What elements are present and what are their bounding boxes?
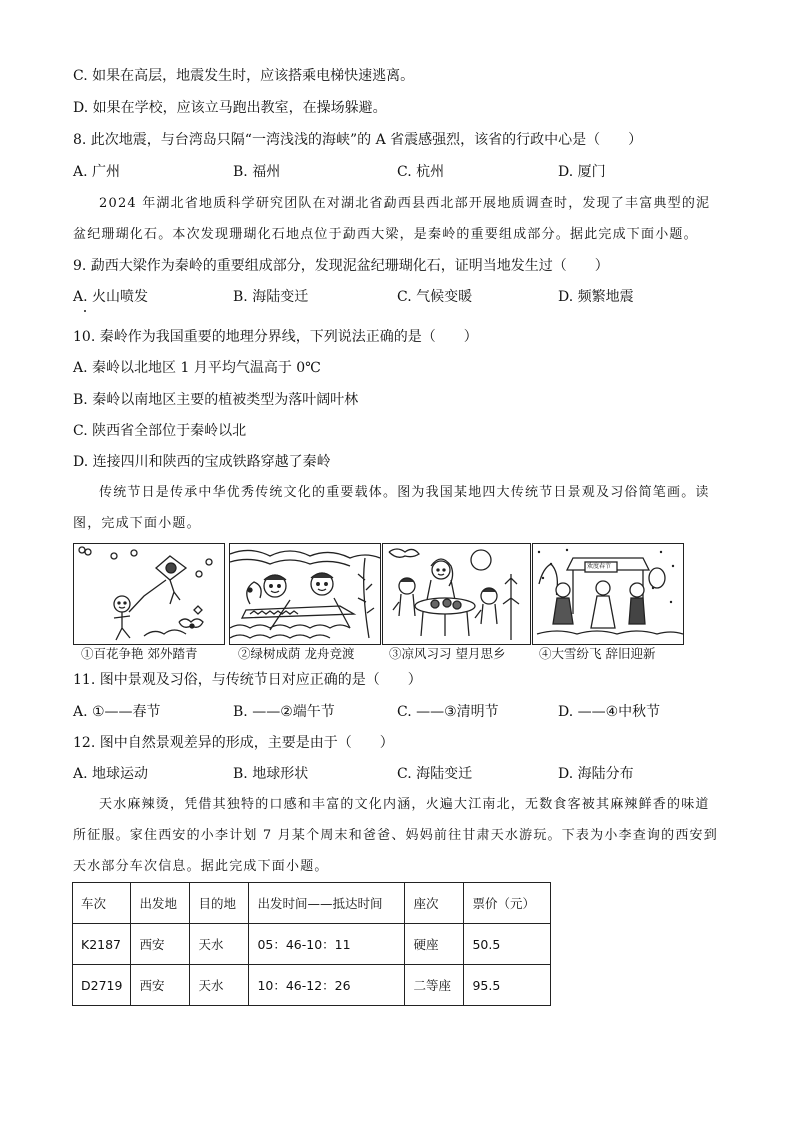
q8-option-a: A. 广州 bbox=[73, 164, 121, 180]
header-departure: 出发地 bbox=[131, 883, 190, 924]
q12-option-a: A. 地球运动 bbox=[73, 766, 149, 782]
tianshui-passage-text: 天水麻辣烫，凭借其独特的口感和丰富的文化内涵，火遍大江南北，无数食客被其麻辣鲜香的味道所征服。家住西安的小李计划 7 月某个周末和爸爸、妈妈前往甘肃天水游玩。下表为小李查询的西安到天水部分车次信息。据此完成下面小题。 bbox=[73, 797, 718, 874]
q10-option-c: C. 陕西省全部位于秦岭以北 bbox=[73, 423, 247, 439]
cell-seat: 二等座 bbox=[405, 965, 464, 1006]
q12-option-c: C. 海陆变迁 bbox=[397, 766, 473, 782]
cell-train-no: K2187 bbox=[73, 924, 131, 965]
cell-train-no: D2719 bbox=[73, 965, 131, 1006]
q9-option-d: D. 频繁地震 bbox=[558, 289, 634, 305]
q8-option-c: C. 杭州 bbox=[397, 164, 445, 180]
cell-price: 95.5 bbox=[464, 965, 551, 1006]
festival-pictures bbox=[73, 543, 685, 646]
picture-caption-4: ④大雪纷飞 辞旧迎新 bbox=[539, 646, 656, 661]
spring-outing-picture bbox=[73, 543, 225, 645]
q11-option-c: C. ——③清明节 bbox=[397, 704, 499, 720]
q8-option-d: D. 厦门 bbox=[558, 164, 606, 180]
cell-departure: 西安 bbox=[131, 965, 190, 1006]
header-destination: 目的地 bbox=[190, 883, 249, 924]
q11-option-b: B. ——②端午节 bbox=[233, 704, 335, 720]
question-10: 10. 秦岭作为我国重要的地理分界线，下列说法正确的是（ ） bbox=[73, 329, 478, 345]
snowy-new-year-picture bbox=[532, 543, 684, 645]
cell-departure: 西安 bbox=[131, 924, 190, 965]
cell-price: 50.5 bbox=[464, 924, 551, 965]
question-11: 11. 图中景观及习俗，与传统节日对应正确的是（ ） bbox=[73, 672, 422, 688]
header-times: 出发时间——抵达时间 bbox=[249, 883, 405, 924]
picture-caption-2: ②绿树成荫 龙舟竞渡 bbox=[238, 646, 355, 661]
q10-option-d: D. 连接四川和陕西的宝成铁路穿越了秦岭 bbox=[73, 454, 331, 470]
table-row bbox=[73, 924, 551, 965]
q10-option-a: A. 秦岭以北地区 1 月平均气温高于 0℃ bbox=[73, 360, 321, 376]
cell-destination: 天水 bbox=[190, 965, 249, 1006]
header-seat: 座次 bbox=[405, 883, 464, 924]
speck-mark bbox=[84, 310, 86, 312]
picture-caption-3: ③凉风习习 望月思乡 bbox=[389, 646, 506, 661]
table-header-row bbox=[73, 883, 551, 924]
q10-option-b: B. 秦岭以南地区主要的植被类型为落叶阔叶林 bbox=[73, 392, 359, 408]
q11-option-a: A. ①——春节 bbox=[73, 704, 161, 720]
cell-times: 05：46-10：11 bbox=[249, 924, 405, 965]
cell-destination: 天水 bbox=[190, 924, 249, 965]
header-train-no: 车次 bbox=[73, 883, 131, 924]
q12-option-d: D. 海陆分布 bbox=[558, 766, 634, 782]
table-row bbox=[73, 965, 551, 1006]
picture-caption-1: ①百花争艳 郊外踏青 bbox=[81, 646, 198, 661]
q7-option-c: C. 如果在高层，地震发生时，应该搭乘电梯快速逃离。 bbox=[73, 68, 415, 84]
question-8: 8. 此次地震，与台湾岛只隔“一湾浅浅的海峡”的 A 省震感强烈，该省的行政中心是（ ） bbox=[73, 132, 643, 148]
q12-option-b: B. 地球形状 bbox=[233, 766, 309, 782]
q11-option-d: D. ——④中秋节 bbox=[558, 704, 661, 720]
train-schedule-table bbox=[72, 882, 551, 1006]
q9-option-a: A. 火山喷发 bbox=[73, 289, 149, 305]
fossil-passage bbox=[73, 188, 721, 250]
kite-icon bbox=[74, 544, 224, 644]
dragon-boat-icon bbox=[230, 544, 380, 644]
q9-option-c: C. 气候变暖 bbox=[397, 289, 473, 305]
cell-times: 10：46-12：26 bbox=[249, 965, 405, 1006]
q9-option-b: B. 海陆变迁 bbox=[233, 289, 309, 305]
header-price: 票价（元） bbox=[464, 883, 551, 924]
cell-seat: 硬座 bbox=[405, 924, 464, 965]
question-9: 9. 勐西大梁作为秦岭的重要组成部分，发现泥盆纪珊瑚化石，证明当地发生过（ ） bbox=[73, 258, 609, 274]
tianshui-passage bbox=[73, 789, 721, 882]
q8-option-b: B. 福州 bbox=[233, 164, 281, 180]
q7-option-d: D. 如果在学校，应该立马跑出教室，在操场躲避。 bbox=[73, 100, 387, 116]
festival-passage-text: 传统节日是传承中华优秀传统文化的重要载体。图为我国某地四大传统节日景观及习俗简笔画。读图，完成下面小题。 bbox=[73, 485, 710, 531]
question-12: 12. 图中自然景观差异的形成，主要是由于（ ） bbox=[73, 735, 394, 751]
moon-viewing-picture bbox=[382, 543, 531, 645]
spring-festival-sign: 欢度春节 bbox=[587, 563, 612, 570]
dragon-boat-picture bbox=[229, 543, 381, 645]
festival-passage bbox=[73, 477, 721, 539]
snow-icon bbox=[533, 544, 683, 644]
moon-icon bbox=[383, 544, 530, 644]
fossil-passage-text: 2024 年湖北省地质科学研究团队在对湖北省勐西县西北部开展地质调查时，发现了丰富典型的泥盆纪珊瑚化石。本次发现珊瑚化石地点位于勐西大梁，是秦岭的重要组成部分。据此完成下面小题。 bbox=[73, 196, 711, 242]
